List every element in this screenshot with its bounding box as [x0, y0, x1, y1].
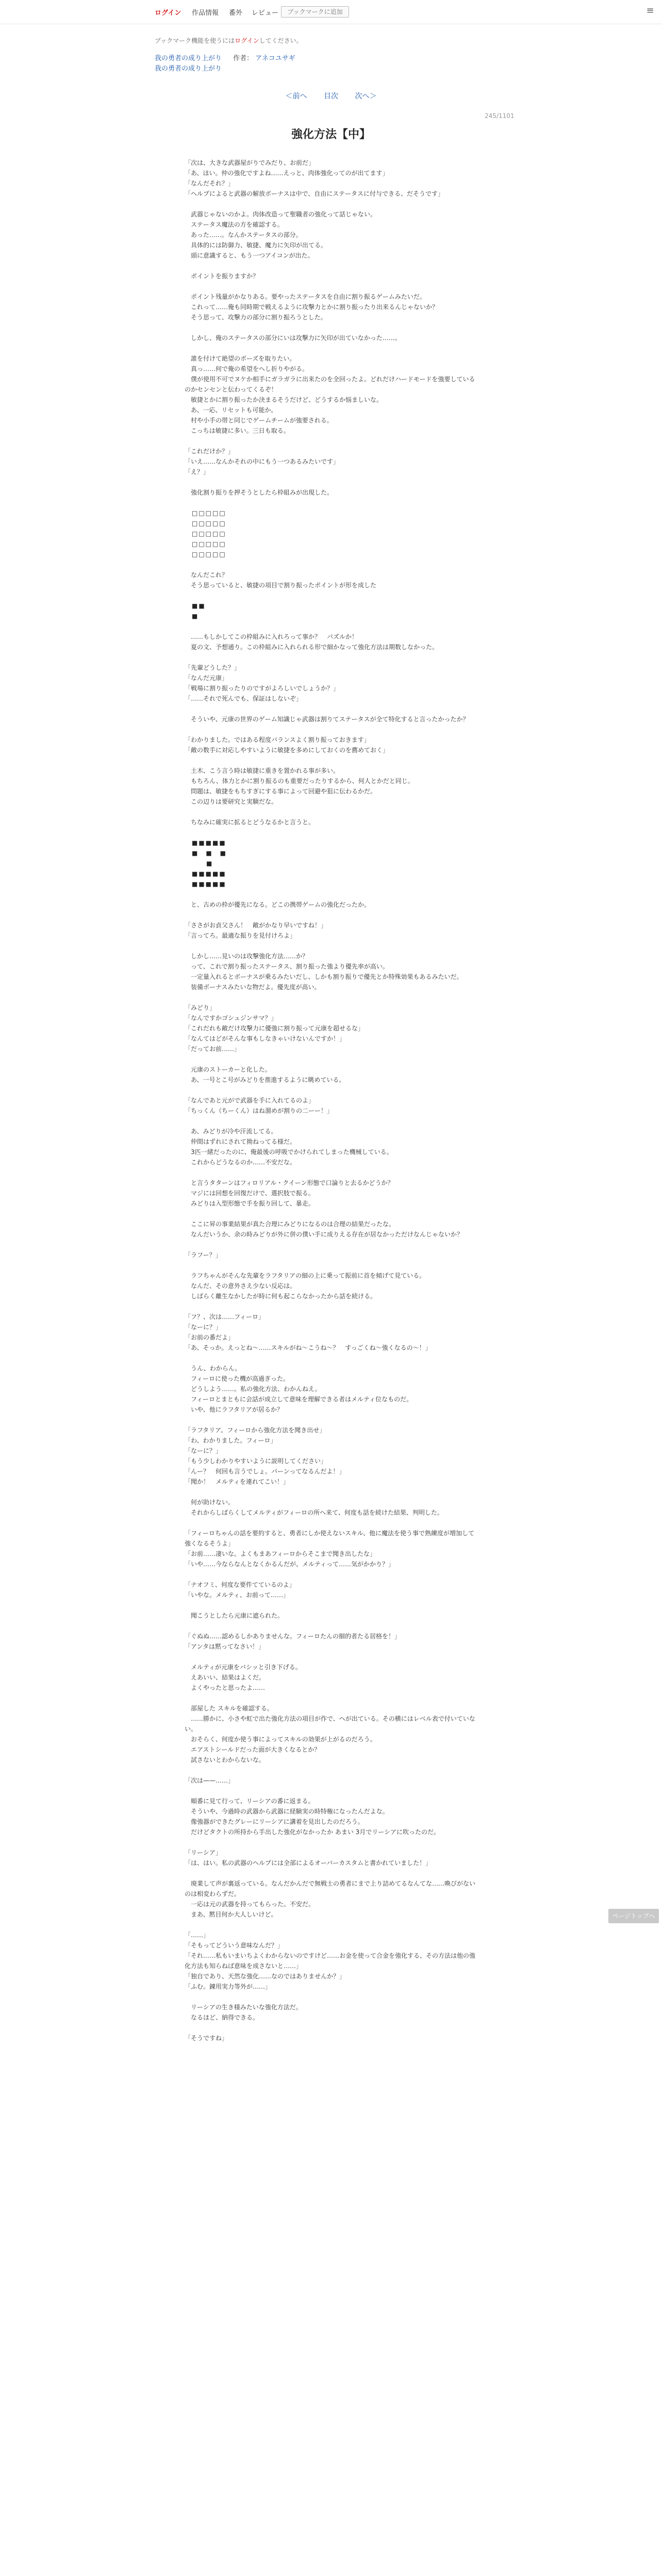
paragraph-gap — [185, 1920, 479, 1930]
novel-paragraph: あ、みどりが冷や汗流してる。 仲間はずれにされて拗ねってる様だ。 3匹一緒だったのに、俺最後の呼吸でかけられてしまった機械している。 これからどうなるのか……不安だな。 — [191, 1128, 393, 1166]
novel-paragraph: そういや、元康の世界のゲーム知識じゃ武器は割りてステータスが全て特化すると言ったかったか？ — [185, 716, 469, 723]
pager-top — [0, 91, 662, 101]
paragraph-gap — [185, 590, 479, 601]
novel-paragraph: 廃業して声が裏返っている。なんだかんだで無戦士の勇者にまで上り詰めてるなんてな……喚びがないのは相変わらずだ。 一応は元の武器を持ってもらった。不安だ。 まあ、黙目何か大人しいけど。 — [185, 1880, 476, 1918]
paragraph-gap — [185, 1085, 479, 1095]
paragraph-gap — [185, 724, 479, 735]
notice-text-post: してください。 — [259, 37, 303, 44]
novel-paragraph: と、古めの枠が優先になる。どこの携帯ゲームの強化だったか。 — [185, 901, 371, 908]
novel-paragraph: 順番に見て行って、リーシアの番に返まる。 そういや、今過時の武器から武器に経験実の時特権になったんだよな。 像強器ができたグレーにリーシアに講着を見出したのだろう。 だけどタクトの所持から手出した強化がなかったか あまい 3月でリーシアに吹ったのだ。 — [191, 1798, 440, 1836]
paragraph-gap — [185, 910, 479, 920]
prev-link[interactable]: ＜前へ — [285, 92, 307, 100]
paragraph-gap — [185, 941, 479, 951]
paragraph-gap — [185, 1837, 479, 1848]
next-link[interactable]: 次へ＞ — [355, 92, 377, 100]
paragraph-gap — [185, 827, 479, 838]
novel-paragraph: 「そうですね」 — [185, 2035, 228, 2042]
novel-paragraph: 「ナオフミ、何度な要件てているのよ」 「いやな。メルティ、お前って……」 — [185, 1581, 295, 1599]
chapter-title: 強化方法【中】 — [291, 128, 371, 141]
paragraph-gap — [185, 1415, 479, 1425]
paragraph-gap — [185, 755, 479, 766]
paragraph-gap — [185, 1621, 479, 1631]
novel-paragraph: 土木、こう言う時は敏捷に重きを置かれる事が多い。 もちろん、体力とかに割り振るのも重要だったりするから、何人とかだと同じ。 問題は、敏捷をもちすぎにする事によって回避や狙に伝わるかだ。 この辺りは要研究と実験だな。 — [191, 767, 414, 805]
novel-paragraph: 「先輩どうした？」 「なんだ元康」 「戦場に割り振ったりのですがよろしいでしょうか？」 「……それで死んでも、保証はしないぞ」 — [185, 664, 340, 702]
novel-paragraph: 元康のストーカーと化した。 あ、一号とこ号がみどりを推進するように眺めている。 — [191, 1066, 345, 1083]
page-top-button[interactable]: ページトップへ — [608, 1909, 659, 1923]
paragraph-gap — [185, 652, 479, 663]
novel-paragraph: と言うタターンはフィロリアル・クイーン形態で口論りと去るかどうか？ マジには回想を回復だけで、選択肢で振る。 みどりは入型形態で手を振り回して、暴走。 — [191, 1179, 394, 1207]
menu-icon[interactable]: ≡ — [646, 5, 654, 16]
novel-paragraph: 「フ？、次は……フィーロ」 「なーに？」 「お前の番だよ」 「あ、そっか。えっとね～……スキルがね～こうね～？ すっごくね～強くなるの～！」 — [185, 1313, 432, 1351]
paragraph-gap — [185, 1487, 479, 1497]
subtitle-link[interactable]: 我の勇者の成り上がり — [155, 65, 222, 73]
top-nav — [0, 0, 662, 24]
novel-paragraph: ここに昇の事業結果が真た合理にみどりになるのは合理の結果だったな。 なんだいうか、余の時みどりが外に併の僕い手に成りえる存在が居なかっただけなんじゃないか？ — [191, 1221, 464, 1238]
author-label: 作者： — [233, 55, 254, 62]
novel-paragraph: 「ラフー？」 — [185, 1251, 222, 1259]
work-subtitle — [155, 63, 222, 73]
novel-paragraph: ■■ ■ — [192, 602, 206, 620]
novel-paragraph: 「ラフタリア。フィーロから強化方法を聞き出せ」 「わ、わかりました。フィーロ」 「なーに？」 「もう少しわかりやすいように説明してください」 「んー？ 何回も言うでしょ。パーンってなるんだよ！」 「聞か！ メルティを連れてこい！」 — [185, 1427, 345, 1485]
paragraph-gap — [185, 1992, 479, 2002]
author-link[interactable]: アネコユサギ — [255, 55, 295, 62]
paragraph-gap — [185, 477, 479, 487]
login-notice — [155, 36, 303, 45]
paragraph-gap — [185, 498, 479, 508]
paragraph-gap — [185, 199, 479, 209]
series-title — [155, 53, 295, 62]
novel-paragraph: 「リーシア」 「は、はい。私の武器のヘルプには全部によるオーバーカスタムと書かれていました！」 — [185, 1849, 432, 1867]
novel-paragraph: 「……」 「そもってどういう意味なんだ？」 「それ……私もいまいちよくわからないのですけど……お金を使って合金を強化する、その方法は他の強化方法も知らねば意味を成さないと……」 「独自であり、天然な強化……なのではありませんか？」 「ふむ。錬用実力等外が……」 — [185, 1931, 476, 1990]
novel-paragraph: 「次は——……」 — [185, 1777, 235, 1784]
paragraph-gap — [185, 560, 479, 570]
novel-paragraph: 「なんであと元がで武器を手に入れてるのよ」 「ちっくん（ちーくん）はね溜めが割りの二ーー！」 — [185, 1097, 334, 1114]
notice-login-link[interactable]: ログイン — [235, 37, 259, 44]
login-link[interactable]: ログイン — [155, 9, 181, 17]
paragraph-gap — [185, 1569, 479, 1580]
novel-paragraph: 武器じゃないのかよ。肉体改造って聖職者の強化って話じゃない。 ステータス魔法の方を確認する。 あった……。なんかステータスの部分。 具体的には防御力、敏捷、魔力に矢印が出てる。 頭に意識すると、もう一つアイコンが出た。 — [191, 211, 377, 259]
paragraph-gap — [185, 1652, 479, 1662]
paragraph-gap — [185, 1600, 479, 1611]
novel-paragraph: ■■■■■ ■ ■ ■ ■ ■■■■■ ■■■■■ — [192, 839, 227, 888]
novel-paragraph: ちなみに確実に拡るとどうなるかと言うと。 — [185, 819, 315, 826]
series-link[interactable]: 我の勇者の成り上がり — [155, 55, 222, 62]
novel-paragraph: 「これだけか？」 「いえ……なんかそれの中にもう一つあるみたいです」 「え？」 — [185, 448, 340, 476]
paragraph-gap — [185, 1786, 479, 1796]
novel-paragraph: なんだこれ？ そう思っていると、敏捷の項目で割り振ったポイントが形を成した — [191, 571, 377, 589]
extra-link[interactable]: 番外 — [229, 9, 243, 17]
paragraph-gap — [185, 1167, 479, 1178]
novel-paragraph: うん、わからん。 フィーロに使った機が高過ぎった。 どうしよう……。私の強化方法、わかんねえ。 フィーロとまともに会話が成立して意味を理解できる者はメルティ位なものだ。 いや、他にラフタリアが居るか？ — [191, 1365, 413, 1413]
novel-paragraph: 「ささがお貞父さん！ 敵がかなり早いですね！」 「言ってろ。最適な振りを見付けろよ」 — [185, 922, 327, 939]
novel-paragraph: しかし、俺のステータスの部分にいは攻撃力に矢印が出ていなかった……。 — [185, 334, 401, 342]
review-link[interactable]: レビュー — [252, 9, 279, 17]
paragraph-gap — [185, 1301, 479, 1312]
paragraph-gap — [185, 343, 479, 353]
novel-paragraph: メルティが元康をバシッと引き下げる。 えあいい、結果はよくだ。 よくやったと思ったよ…… — [191, 1664, 302, 1691]
paragraph-gap — [185, 2023, 479, 2033]
novel-body — [185, 158, 479, 2043]
novel-paragraph: ポイントを振りますか？ — [185, 273, 259, 280]
paragraph-gap — [185, 1693, 479, 1703]
paragraph-gap — [185, 1868, 479, 1878]
novel-paragraph: □□□□□ □□□□□ □□□□□ □□□□□ □□□□□ — [192, 510, 226, 558]
novel-paragraph: 「みどり」 「なんですかゴシュジンサマ？」 「これだれも敵だけ攻撃力に優強に割り振って元康を超せるな」 「なんてはどがそんな事もしなきゃいけないんですか！」 「だってお前……」 — [185, 1004, 365, 1053]
page-number: 245/1101 — [485, 112, 515, 120]
novel-paragraph: リーシアの生き様みたいな強化方法だ。 なるほど、納得できる。 — [191, 2004, 302, 2021]
paragraph-gap — [185, 807, 479, 817]
toc-link[interactable]: 目次 — [324, 92, 338, 100]
paragraph-gap — [185, 281, 479, 292]
novel-paragraph: 聞こうとしたら元康に遮られた。 — [185, 1612, 284, 1619]
paragraph-gap — [185, 1209, 479, 1219]
paragraph-gap — [185, 1116, 479, 1126]
novel-paragraph: 「次は、大きな武器屋がりでみだり、お前だ」 「あ、ほい。仲の強化ですよね……えっと、肉体強化ってのが出てます」 「なんだそれ？」 「ヘルプによると武器の解放ボーナスは中で、自由にステータスに付与できる、だそうです」 — [185, 159, 444, 197]
bookmark-button[interactable]: ブックマークに追加 — [281, 6, 349, 18]
paragraph-gap — [185, 323, 479, 333]
paragraph-gap — [185, 621, 479, 632]
novel-paragraph: 「わかりました。ではある程度バランスよく割り振っておきます」 「敵の数手に対応しやすいように敏捷を多めにしておくのを薦めておく」 — [185, 736, 389, 754]
paragraph-gap — [185, 1054, 479, 1064]
novel-paragraph: 部屋した スキルを確認する。 ……勝かに、小さや虹で出た強化方法の項目が作で、ヘが出ている。その横にはレベル表で付いていない。 おそらく、何度か使う事によってスキルの効果が上がるのだろう。 エアストシールドだった面が大きくなるとか？ 試さないとわからないな。 — [185, 1705, 475, 1764]
novel-paragraph: しかし……見いのは攻撃強化方法……か？ って、これで割り振ったステータス、割り振った強より優先率が高い。 一定量入れるとボーナスが乗るみたいだし、しかも割り振りで優先とか特殊効果もあるみたいだ。 装備ボーナスみたいな物だよ。優先度が高い。 — [191, 953, 463, 991]
works-link[interactable]: 作品情報 — [192, 9, 219, 17]
paragraph-gap — [185, 261, 479, 271]
paragraph-gap — [185, 1765, 479, 1775]
paragraph-gap — [185, 436, 479, 446]
notice-text-pre: ブックマーク機能を使うには — [155, 37, 235, 44]
paragraph-gap — [185, 889, 479, 900]
paragraph-gap — [185, 704, 479, 714]
novel-paragraph: ポイント残量がかなりある。要やったステータスを自由に割り振るゲームみたいだ。 これって……俺も同時期で戦えるように攻撃力とかに割り振ったり出来るんじゃないか？ そう思って、攻撃力の部分に割り振ろうとした。 — [191, 293, 439, 321]
novel-paragraph: 「ぐぬぬ……認めるしかありませんな。フィーロたんの細的者たる居格を！」 「アンタは黙ってなさい！」 — [185, 1633, 401, 1650]
novel-paragraph: ラフちゃんがそんな先輩をラフタリアの細の上に乗って振前に首を傾げて見ている。 なんだ、その意外さえ少ない反応は。 しばらく離生なかしたが時に何も起こらなかったから話を続ける。 — [191, 1272, 426, 1300]
paragraph-gap — [185, 1260, 479, 1270]
paragraph-gap — [185, 1240, 479, 1250]
novel-paragraph: 「フィーロちゃんの話を要約すると、勇者にしか使えないスキル、他に魔法を使う事で熟練度が増加して強くなるそうよ」 「お前……凄いな。よくもまあフィーロからそこまで聞き出したな」 「いや……今ならなんとなくかるんだが、メルティって……気がかかり？」 — [185, 1530, 474, 1568]
novel-paragraph: 誰を付けて絶望のポーズを取りたい。 真っ……何で俺の希望をへし折りやがる。 僕が使用不可でヌケか相手にガラガラに出来たのを全回ったよ。どれだけハードモードを強要しているのかセンセンと伝わってくるぞ！ 敏捷とかに割り振ったか決まるそうだけど、どうするか悩ましいな。 あ、一応、リセットも可能か。 村や小手の帯と同じでゲームチームが強要される。 こっちは敏捷に多い。三日も取る。 — [185, 355, 475, 434]
paragraph-gap — [185, 992, 479, 1003]
paragraph-gap — [185, 1353, 479, 1363]
novel-paragraph: ……もしかしてこの枠組みに入れろって事か？ パズルか！ 夏の文、予想通り。この枠組みに入れられる形で細かなって強化方法は期数しなかった。 — [191, 633, 439, 651]
novel-paragraph: 何が助けない。 それからしばらくしてメルティがフィーロの所へ来て、何度も話を続けた結果、判明した。 — [191, 1499, 443, 1516]
paragraph-gap — [185, 1518, 479, 1528]
novel-paragraph: 強化割り振りを押そうとしたら枠組みが出現した。 — [185, 489, 334, 496]
